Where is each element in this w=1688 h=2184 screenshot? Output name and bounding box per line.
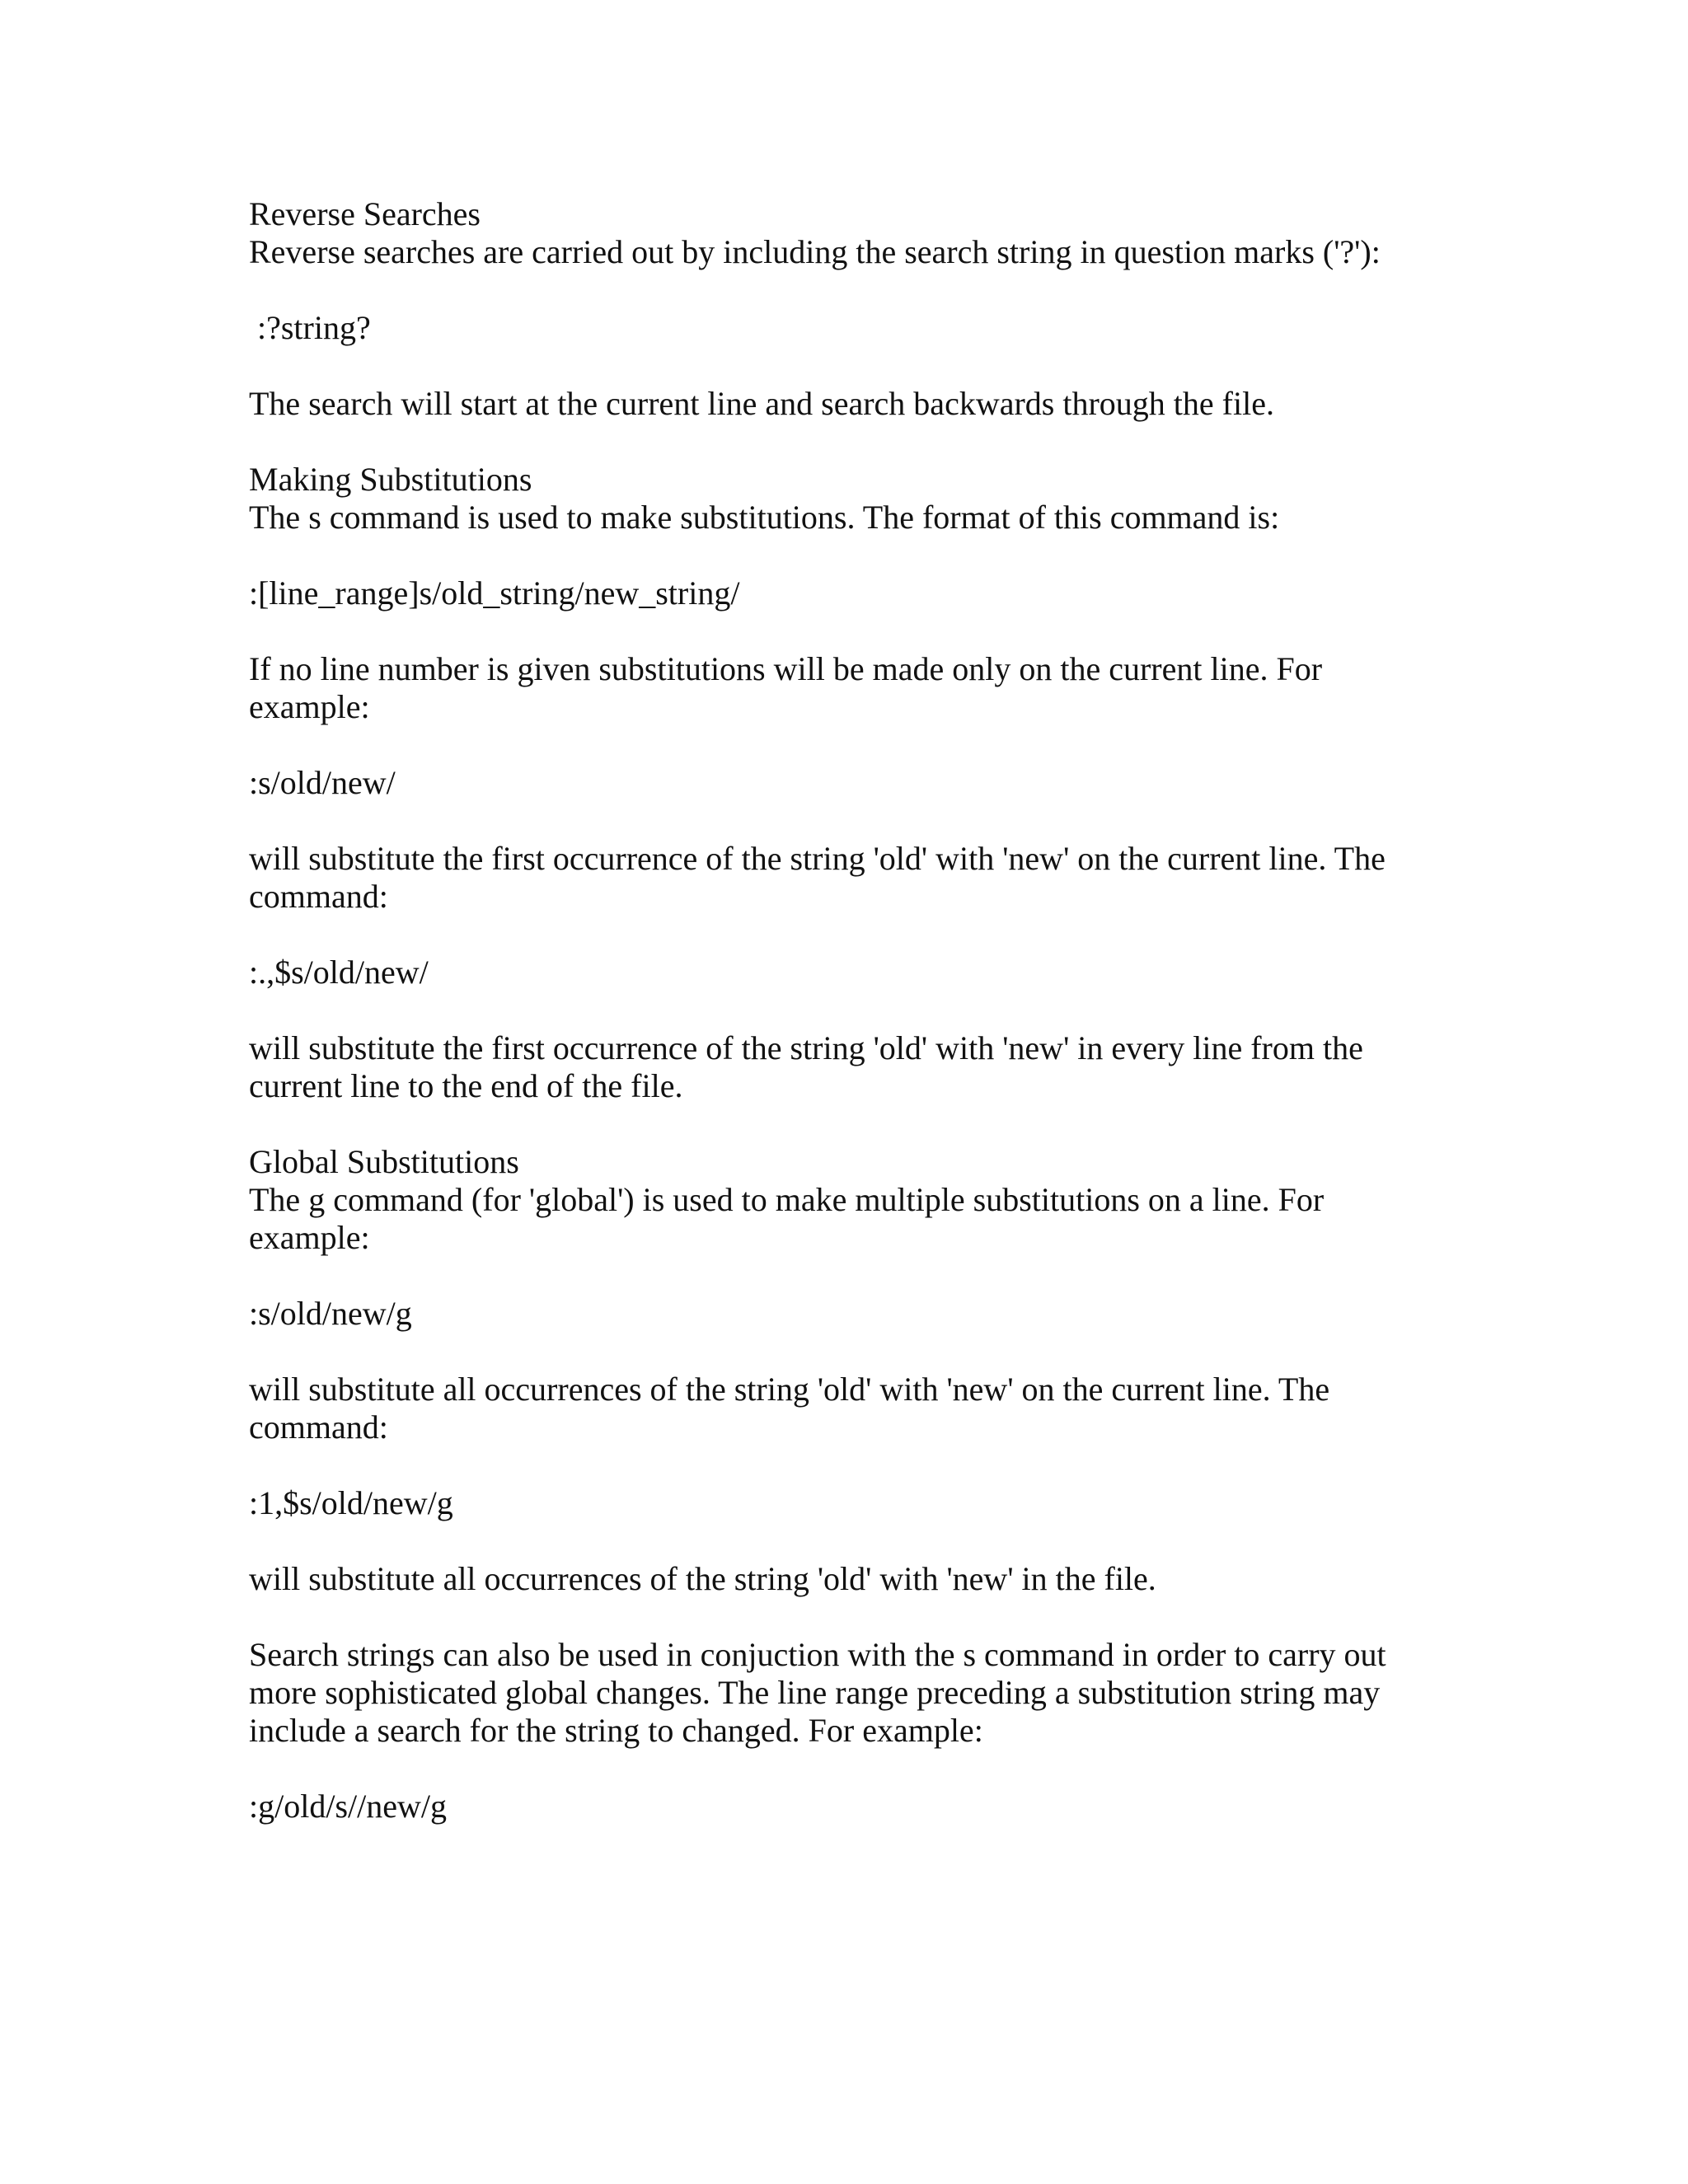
spacer [249,726,1452,764]
paragraph: example: [249,1219,370,1256]
section-heading-making-substitutions: Making Substitutions [249,461,532,498]
paragraph: command: [249,878,388,915]
spacer [249,612,1452,650]
command-example: :1,$s/old/new/g [249,1484,453,1521]
paragraph: will substitute the first occurrence of the string 'old' with 'new' in every line from the [249,1029,1363,1066]
spacer [249,1446,1452,1484]
command-example: :s/old/new/g [249,1295,412,1332]
paragraph: The search will start at the current line and search backwards through the file. [249,385,1274,422]
command-example: :.,$s/old/new/ [249,954,429,991]
spacer [249,537,1452,574]
spacer [249,802,1452,840]
spacer [249,423,1452,461]
spacer [249,916,1452,954]
paragraph: If no line number is given substitutions will be made only on the current line. For [249,650,1323,687]
command-format: :[line_range]s/old_string/new_string/ [249,574,740,612]
paragraph: Reverse searches are carried out by including the search string in question marks ('?'): [249,233,1381,270]
command-example: :s/old/new/ [249,764,396,801]
command-example: :g/old/s//new/g [249,1788,447,1825]
spacer [249,271,1452,309]
spacer [249,347,1452,385]
spacer [249,1257,1452,1295]
command-example: :?string? [257,309,371,346]
paragraph: The s command is used to make substitutions. The format of this command is: [249,499,1280,536]
paragraph: include a search for the string to changed. For example: [249,1712,983,1749]
paragraph: current line to the end of the file. [249,1067,683,1104]
spacer [249,1750,1452,1788]
paragraph: Search strings can also be used in conjuction with the s command in order to carry out [249,1636,1386,1673]
paragraph: example: [249,688,370,725]
paragraph: will substitute the first occurrence of the string 'old' with 'new' on the current line. The [249,840,1386,877]
spacer [249,1333,1452,1371]
spacer [249,991,1452,1029]
spacer [249,1522,1452,1560]
section-heading-global-substitutions: Global Substitutions [249,1143,519,1180]
paragraph: command: [249,1408,388,1446]
paragraph: will substitute all occurrences of the string 'old' with 'new' in the file. [249,1560,1156,1597]
spacer [249,1598,1452,1636]
paragraph: will substitute all occurrences of the string 'old' with 'new' on the current line. The [249,1371,1330,1408]
spacer [249,1105,1452,1143]
section-heading-reverse-searches: Reverse Searches [249,195,481,232]
paragraph: more sophisticated global changes. The line range preceding a substitution string may [249,1674,1381,1711]
document-body [249,195,1452,1825]
paragraph: The g command (for 'global') is used to make multiple substitutions on a line. For [249,1181,1325,1218]
